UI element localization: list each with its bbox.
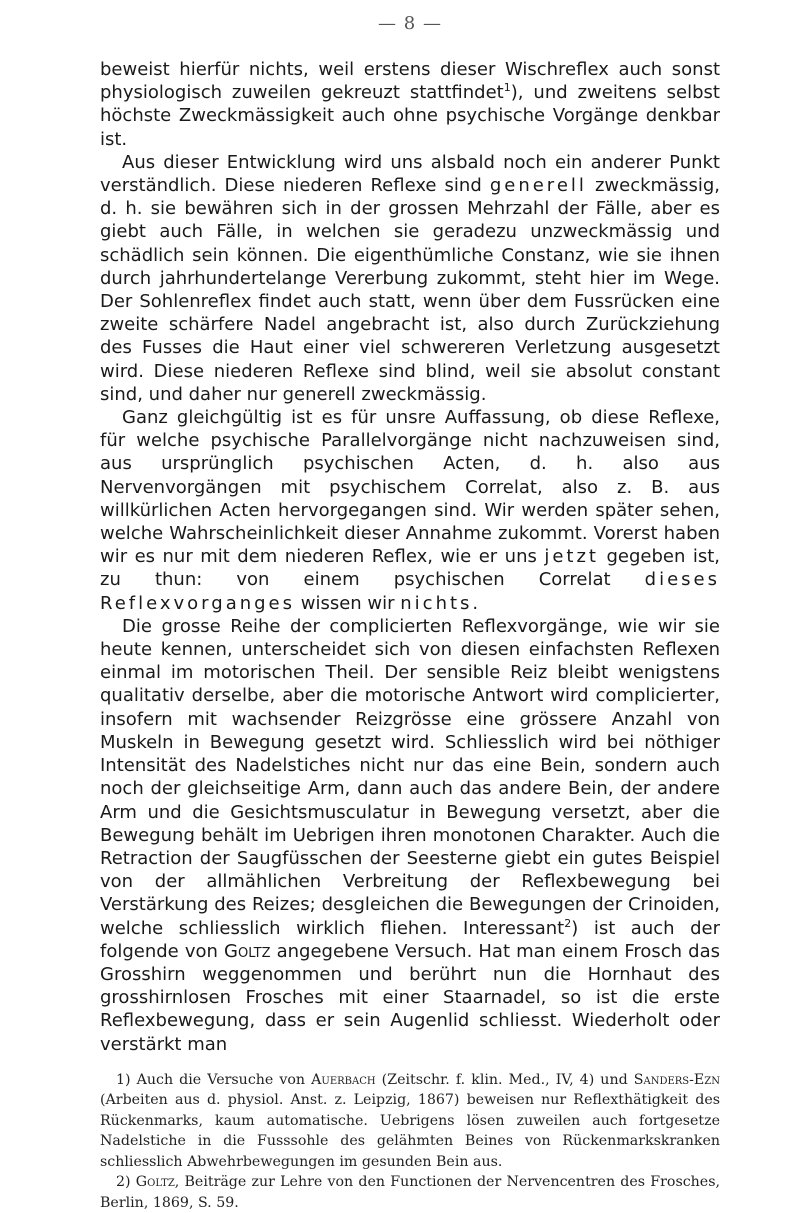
footnote-1	[100, 1070, 720, 1173]
footnote-2-text-a: 2)	[116, 1174, 136, 1191]
paragraph-2	[100, 151, 720, 406]
footnote-2-text-b: , Beiträge zur Lehre von den Functionen der Nervencentren des Frosches, Berlin, 1869, S. 59.	[100, 1174, 720, 1211]
main-text	[100, 58, 720, 1056]
emphasis-generell: generell	[489, 175, 587, 197]
paragraph-3-text-b: gegeben ist, zu thun: von einem psychischen Correlat	[100, 546, 720, 591]
emphasis-dieses-reflexvorganges: dieses Reflexvorganges	[100, 569, 720, 614]
footnote-1-text-c: (Arbeiten aus d. physiol. Anst. z. Leipzig, 1867) beweisen nur Reflexthätigkeit des Rückenmarks, kaum automatische. Uebrigens lösen zuweilen auch fortgesetze Nadelstiche in die Fusssohle des gelähmten Beines von Rückenmarkskranken schliesslich Abwehrbewegungen im gesunden Bein aus.	[100, 1092, 720, 1170]
paragraph-3-text-d: .	[472, 592, 479, 614]
author-name-sanders-ezn: Sanders-Ezn	[633, 1071, 720, 1088]
emphasis-nichts: nichts	[400, 592, 473, 614]
footnotes	[100, 1070, 720, 1213]
emphasis-jetzt: jetzt	[544, 546, 599, 568]
footnote-ref-1: 1	[503, 81, 511, 95]
paragraph-1-text-a: beweist hierfür nichts, weil erstens dieser Wischreflex auch sonst physiologisch zuweilen gekreuzt stattfindet	[100, 59, 720, 104]
paragraph-2-text-b: zweckmässig, d. h. sie bewähren sich in der grossen Mehrzahl der Fälle, aber es giebt auch Fälle, in welchen sie geradezu unzweckmässig und schädlich sein können. Die eigenthümliche Constanz, wie sie ihnen durch jahrhundertelange Vererbung zukommt, steht hier im Wege. Der Sohlenreflex findet auch statt, wenn über dem Fussrücken eine zweite schärfere Nadel angebracht ist, also durch Zurückziehung des Fusses die Haut einer viel schwereren Verletzung ausgesetzt wird. Diese niederen Reflexe sind blind, weil sie absolut constant sind, und daher nur generell zweckmässig.	[100, 175, 720, 405]
author-name-goltz: Goltz	[224, 940, 271, 962]
paragraph-1	[100, 58, 720, 151]
paragraph-3	[100, 406, 720, 615]
footnote-1-text-a: 1) Auch die Versuche von	[116, 1071, 312, 1088]
page-number: — 8 —	[378, 13, 442, 34]
paragraph-2-text-a: Aus dieser Entwicklung wird uns alsbald noch ein anderer Punkt verständlich. Diese niederen Reflexe sind	[100, 151, 720, 197]
paragraph-3-text-c: wissen wir	[295, 592, 401, 614]
paragraph-4-text-a: Die grosse Reihe der complicierten Reflexvorgänge, wie wir sie heute kennen, unterscheidet sich von diesen einfachsten Reflexen einmal im motorischen Theil. Der sensible Reiz bleibt wenigstens qualitativ derselbe, aber die motorische Antwort wird complicierter, insofern mit wachsender Reizgrösse eine grössere Anzahl von Muskeln in Bewegung gesetzt wird. Schliesslich wird bei nöthiger Intensität des Nadelstiches nicht nur das eine Bein, sondern auch noch der gleichseitige Arm, dann auch das andere Bein, der andere Arm und die Gesichtsmusculatur in Bewegung versetzt, aber die Bewegung behält im Uebrigen ihren monotonen Charakter. Auch die Retraction der Saugfüsschen der Seesterne giebt ein gutes Beispiel von der allmählichen Verbreitung der Reflexbewegung bei Verstärkung des Reizes; desgleichen die Bewegungen der Crinoiden, welche schliesslich wirklich fliehen. Interessant	[100, 615, 720, 939]
paragraph-4-text-b: ) ist auch der folgende von	[100, 917, 720, 962]
footnote-ref-2: 2	[564, 916, 572, 930]
footnote-1-text-b: (Zeitschr. f. klin. Med., IV, 4) und	[375, 1071, 634, 1088]
paragraph-3-text-a: Ganz gleichgültig ist es für unsre Auffassung, ob diese Reflexe, für welche psychische Parallelvorgänge nicht nachzuweisen sind, aus ursprünglich psychischen Acten, d. h. also aus Nervenvorgängen mit psychischem Correlat, also z. B. aus willkürlichen Acten hervorgegangen sind. Wir werden später sehen, welche Wahrscheinlichkeit dieser Annahme zukommt. Vorerst haben wir es nur mit dem niederen Reflex, wie er uns	[100, 407, 720, 568]
footnote-2	[100, 1172, 720, 1213]
author-name-auerbach: Auerbach	[311, 1071, 376, 1088]
author-name-goltz-footnote: Goltz	[135, 1174, 175, 1191]
paragraph-1-text-b: ), und zweitens selbst höchste Zweckmässigkeit auch ohne psychische Vorgänge denkbar ist.	[100, 82, 720, 150]
paragraph-4	[100, 615, 720, 1056]
paragraph-4-text-c: angegebene Versuch. Hat man einem Frosch das Grosshirn weggenommen und berührt nun die Hornhaut des grosshirnlosen Frosches mit einer Staarnadel, so ist die erste Reflexbewegung, dass er sein Augenlid schliesst. Wiederholt oder verstärkt man	[100, 940, 720, 1055]
book-page	[100, 8, 720, 1213]
